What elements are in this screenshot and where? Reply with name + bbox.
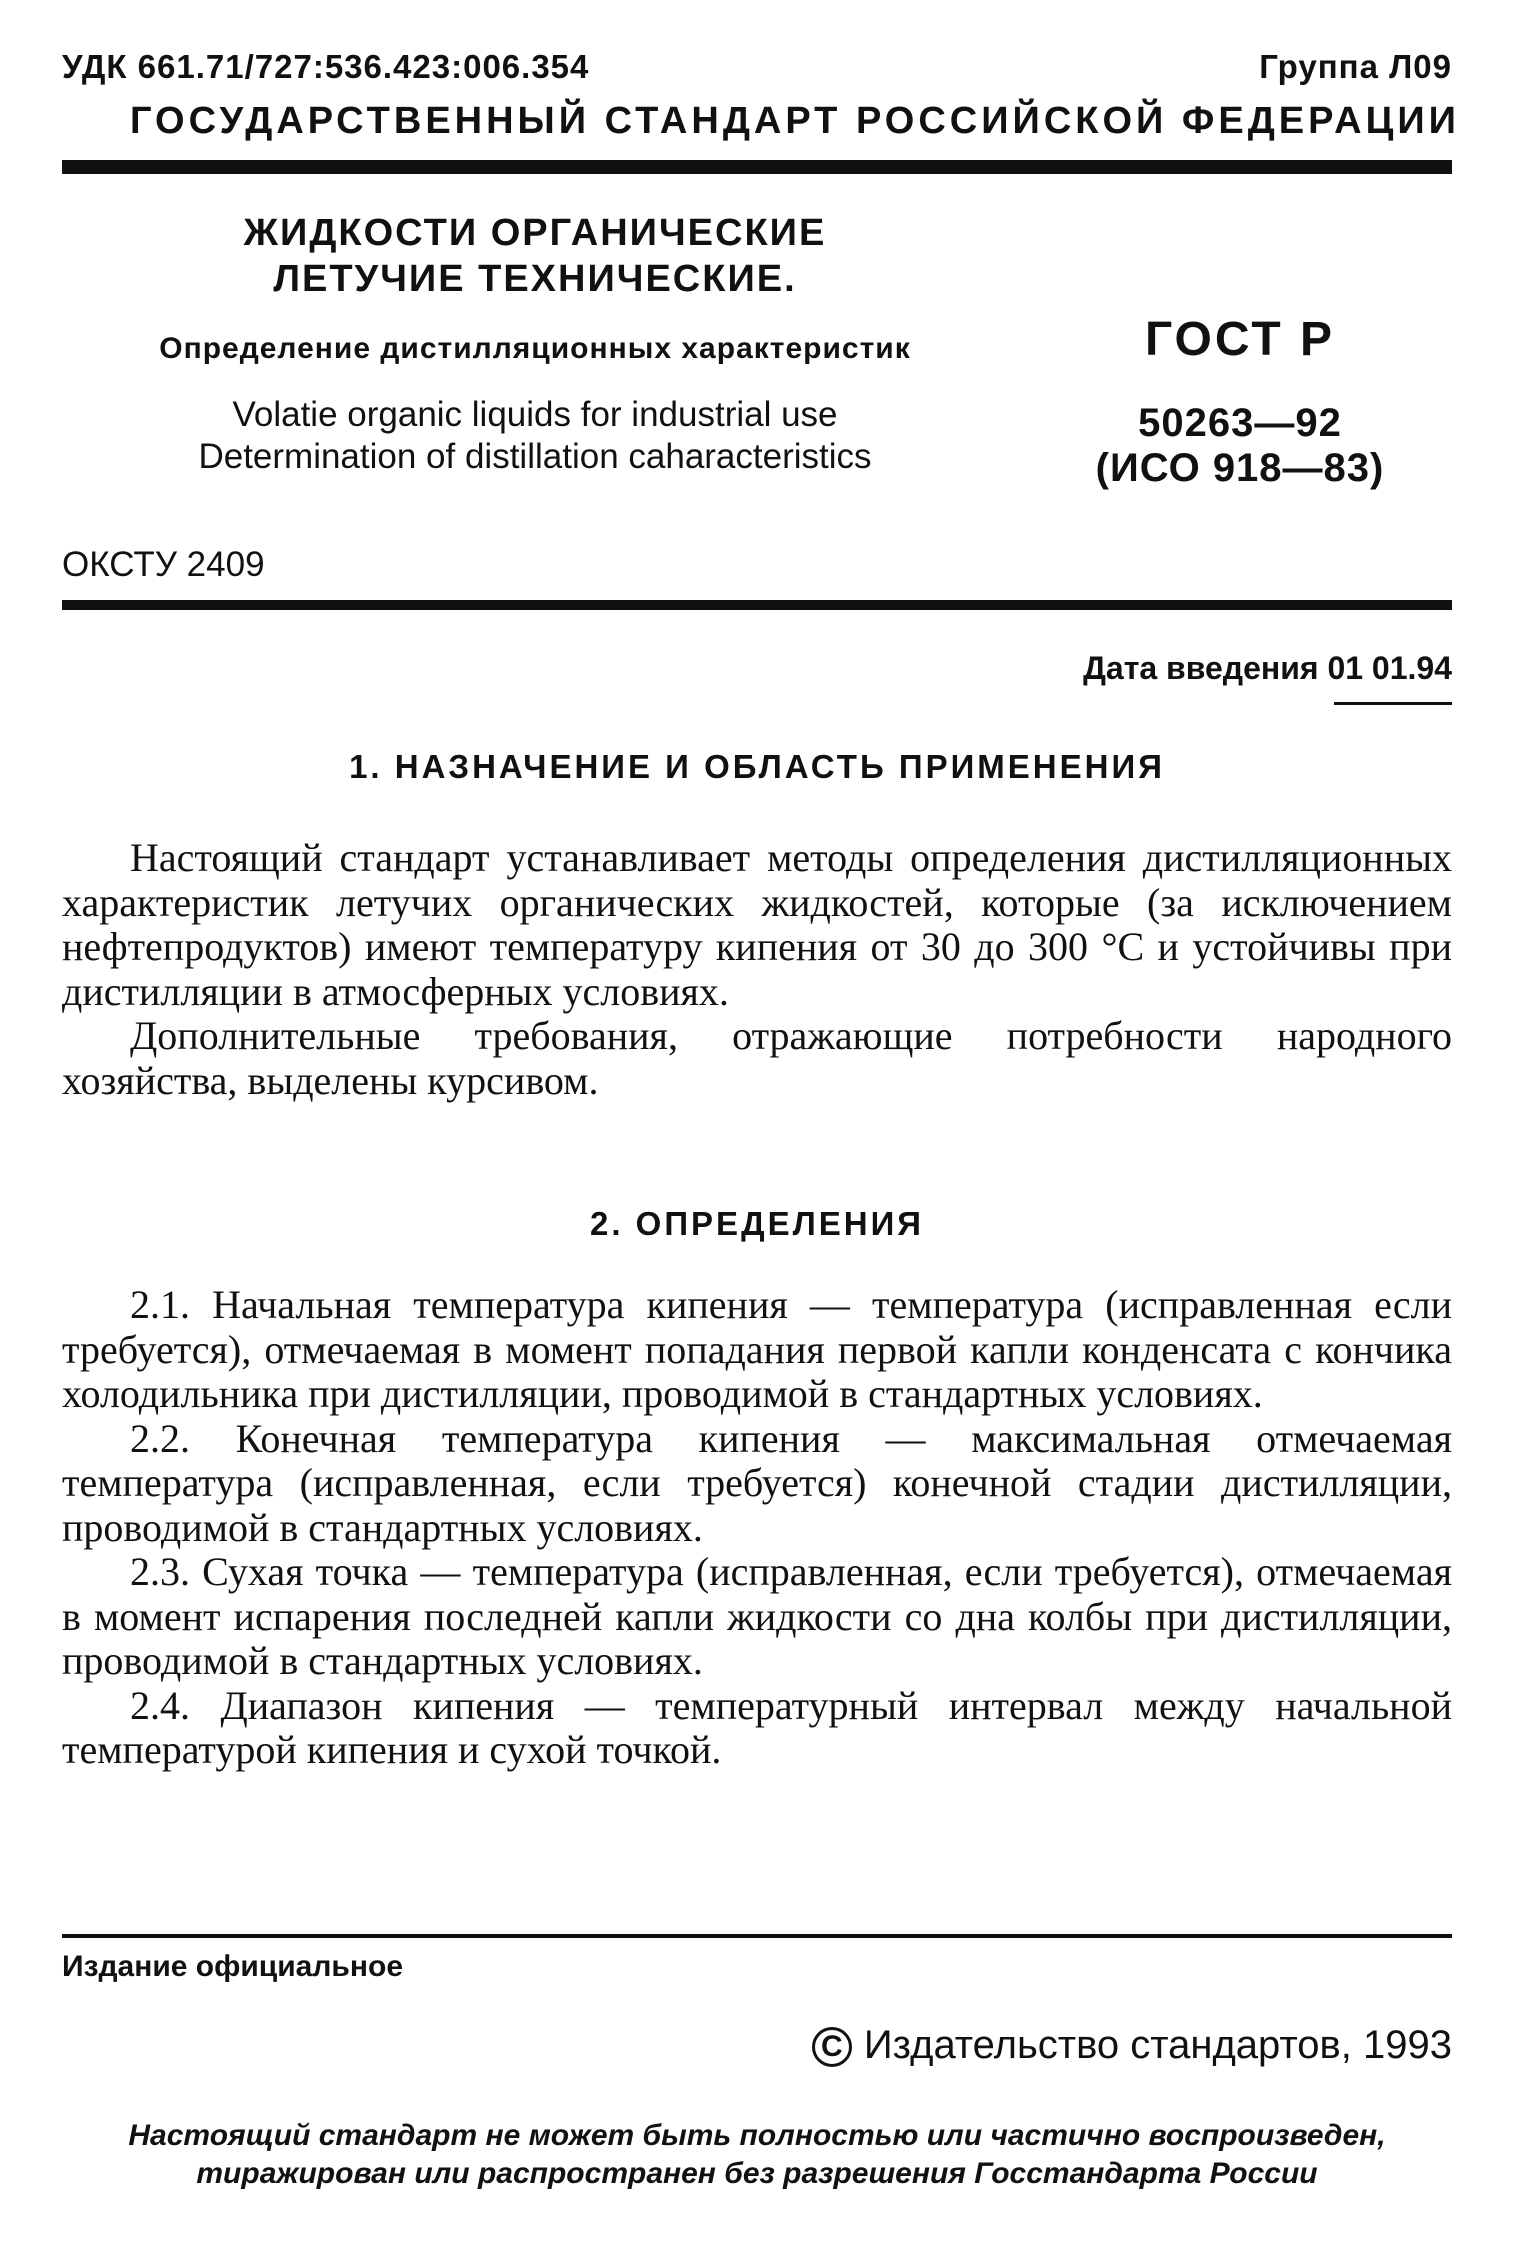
english-title-line1: Volatie organic liquids for industrial use (232, 395, 838, 434)
notice-line2: тиражирован или распространен без разрешения Госстандарта России (196, 2157, 1318, 2190)
reproduction-notice (62, 2117, 1452, 2193)
document-title-line2: ЛЕТУЧИЕ ТЕХНИЧЕСКИЕ. (273, 258, 797, 300)
copyright-text: Издательство стандартов, 1993 (863, 2023, 1452, 2067)
okstu-code: ОКСТУ 2409 (62, 545, 265, 584)
copyright-icon: С (812, 2027, 852, 2067)
english-title (150, 394, 920, 478)
effective-date: Дата введения 01 01.94 (1083, 650, 1452, 686)
definition-item: 2.1. Начальная температура кипения — температура (исправленная если требуется), отмечаемая в момент попадания первой капли конденсата с кончика холодильника при дистилляции, проводимой в стандартных условиях. (62, 1282, 1452, 1416)
definition-item: 2.4. Диапазон кипения — температурный интервал между начальной температурой кипения и сухой точкой. (62, 1682, 1452, 1772)
date-underline (1334, 702, 1452, 705)
title-block (150, 210, 920, 478)
section-2-body (62, 1283, 1452, 1773)
document-subtitle: Определение дистилляционных характеристик (159, 332, 911, 365)
document-title-line1: ЖИДКОСТИ ОРГАНИЧЕСКИЕ (243, 212, 827, 254)
section-2-title: 2. ОПРЕДЕЛЕНИЯ (589, 1205, 925, 1242)
definition-item: 2.3. Сухая точка — температура (исправленная, если требуется), отмечаемая в момент испарения последней капли жидкости со дна колбы при дистилляции, проводимой в стандартных условиях. (62, 1549, 1452, 1683)
section-1-body (62, 836, 1452, 1103)
gost-label: ГОСТ Р (1144, 313, 1336, 366)
gost-block (1040, 312, 1440, 491)
okstu-thick-rule (62, 600, 1452, 610)
definition-item: 2.2. Конечная температура кипения — максимальная отмечаемая температура (исправленная, если требуется) конечной стадии дистилляции, проводимой в стандартных условиях. (62, 1415, 1452, 1550)
notice-line1: Настоящий стандарт не может быть полностью или частично воспроизведен, (128, 2119, 1386, 2152)
iso-reference: (ИСО 918—83) (1095, 446, 1385, 490)
copyright-line (812, 2023, 1452, 2068)
paragraph: Настоящий стандарт устанавливает методы определения дистилляционных характеристик летучих органических жидкостей, которые (за исключением нефтепродуктов) имеют температуру кипения от 30 до 300 °С и устойчивы при дистилляции в атмосферных условиях. (62, 835, 1452, 1014)
english-title-line2: Determination of distillation caharacteristics (198, 437, 872, 476)
group-code: Группа Л09 (1259, 48, 1452, 85)
gost-number: 50263—92 (1138, 401, 1342, 445)
edition-label: Издание официальное (62, 1950, 404, 1983)
udc-code: УДК 661.71/727:536.423:006.354 (62, 48, 590, 85)
header-thick-rule (62, 160, 1452, 174)
footer-rule (62, 1934, 1452, 1938)
state-standard-title: ГОСУДАРСТВЕННЫЙ СТАНДАРТ РОССИЙСКОЙ ФЕДЕРАЦИИ (130, 100, 1460, 142)
paragraph: Дополнительные требования, отражающие потребности народного хозяйства, выделены курсивом. (62, 1013, 1452, 1103)
section-1-title: 1. НАЗНАЧЕНИЕ И ОБЛАСТЬ ПРИМЕНЕНИЯ (349, 748, 1165, 785)
